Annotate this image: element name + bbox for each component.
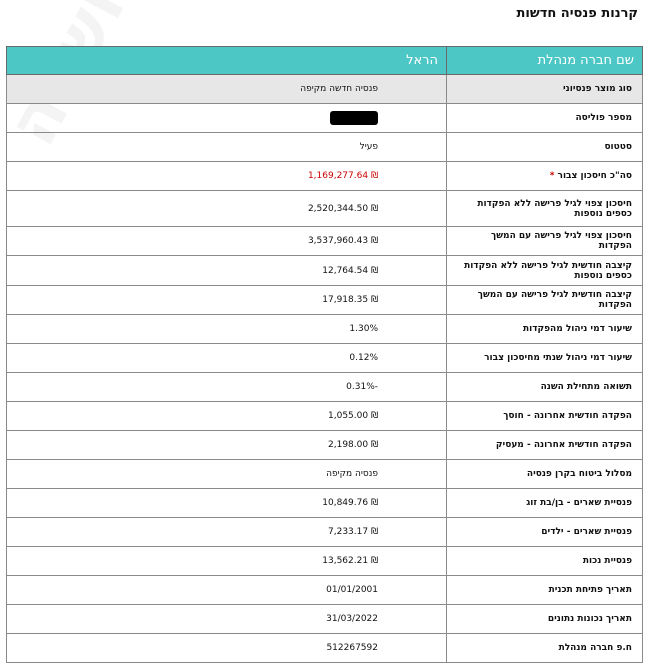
row-label: סטטוס [447,133,643,162]
pension-funds-table [6,46,643,663]
row-label: מסלול ביטוח בקרן פנסיה [447,460,643,489]
table-row [7,431,643,460]
header-company-name: הראל [7,47,447,75]
row-value: פנסיה מקיפה [7,460,447,489]
row-value: ₪ 1,169,277.64 [7,162,447,191]
table-row [7,162,643,191]
table-row [7,518,643,547]
row-value [7,104,447,133]
row-label: הפקדה חודשית אחרונה - חוסך [447,402,643,431]
row-value: ₪ 1,055.00 [7,402,447,431]
row-value: ₪ 7,233.17 [7,518,447,547]
table-row [7,605,643,634]
row-value: 31/03/2022 [7,605,447,634]
row-label: חיסכון צפוי לגיל פרישה ללא הפקדות כספים נוספות [447,191,643,227]
redaction-box [330,111,378,125]
row-value: ₪ 13,562.21 [7,547,447,576]
row-value: ₪ 2,198.00 [7,431,447,460]
row-value: פנסיה חדשה מקיפה [7,75,447,104]
row-value: ₪ 10,849.76 [7,489,447,518]
row-label-text: סה"כ חיסכון צבור [557,171,632,181]
table-row [7,402,643,431]
row-value: 0.12% [7,344,447,373]
row-value: 512267592 [7,634,447,663]
row-label: הפקדה חודשית אחרונה - מעסיק [447,431,643,460]
row-label: פנסיית שארים - בן/בת זוג [447,489,643,518]
required-mark: * [549,171,555,181]
table-row [7,547,643,576]
table-row [7,489,643,518]
row-label: קיצבה חודשית לגיל פרישה עם המשך הפקדות [447,286,643,315]
row-value: 1.30% [7,315,447,344]
row-value: ₪ 2,520,344.50 [7,191,447,227]
table-row [7,256,643,286]
row-label: פנסיית נכות [447,547,643,576]
table-row [7,576,643,605]
table-row [7,286,643,315]
table-row [7,344,643,373]
row-label: תשואה מתחילת השנה [447,373,643,402]
page-title: קרנות פנסיה חדשות [516,6,638,21]
row-value: 01/01/2001 [7,576,447,605]
row-label: שיעור דמי ניהול שנתי מחיסכון צבור [447,344,643,373]
table-row [7,191,643,227]
row-label: חיסכון צפוי לגיל פרישה עם המשך הפקדות [447,227,643,256]
header-label-column: שם חברה מנהלת [447,47,643,75]
table-row [7,133,643,162]
row-label: תאריך פתיחת תכנית [447,576,643,605]
row-label [447,162,643,191]
row-label: סוג מוצר פנסיוני [447,75,643,104]
row-value: ₪ 3,537,960.43 [7,227,447,256]
table-header-row [7,47,643,75]
row-label: פנסיית שארים - ילדים [447,518,643,547]
row-label: תאריך נכונות נתונים [447,605,643,634]
row-value: ₪ 12,764.54 [7,256,447,286]
row-label: שיעור דמי ניהול מהפקדות [447,315,643,344]
row-label: קיצבה חודשית לגיל פרישה ללא הפקדות כספים נוספות [447,256,643,286]
table-row [7,634,643,663]
table-row [7,227,643,256]
table-row [7,315,643,344]
table-row [7,373,643,402]
table-row [7,460,643,489]
row-value: -0.31% [7,373,447,402]
row-value: פעיל [7,133,447,162]
table-row [7,104,643,133]
table-row [7,75,643,104]
row-label: ח.פ חברה מנהלת [447,634,643,663]
row-label: מספר פוליסה [447,104,643,133]
row-value: ₪ 17,918.35 [7,286,447,315]
